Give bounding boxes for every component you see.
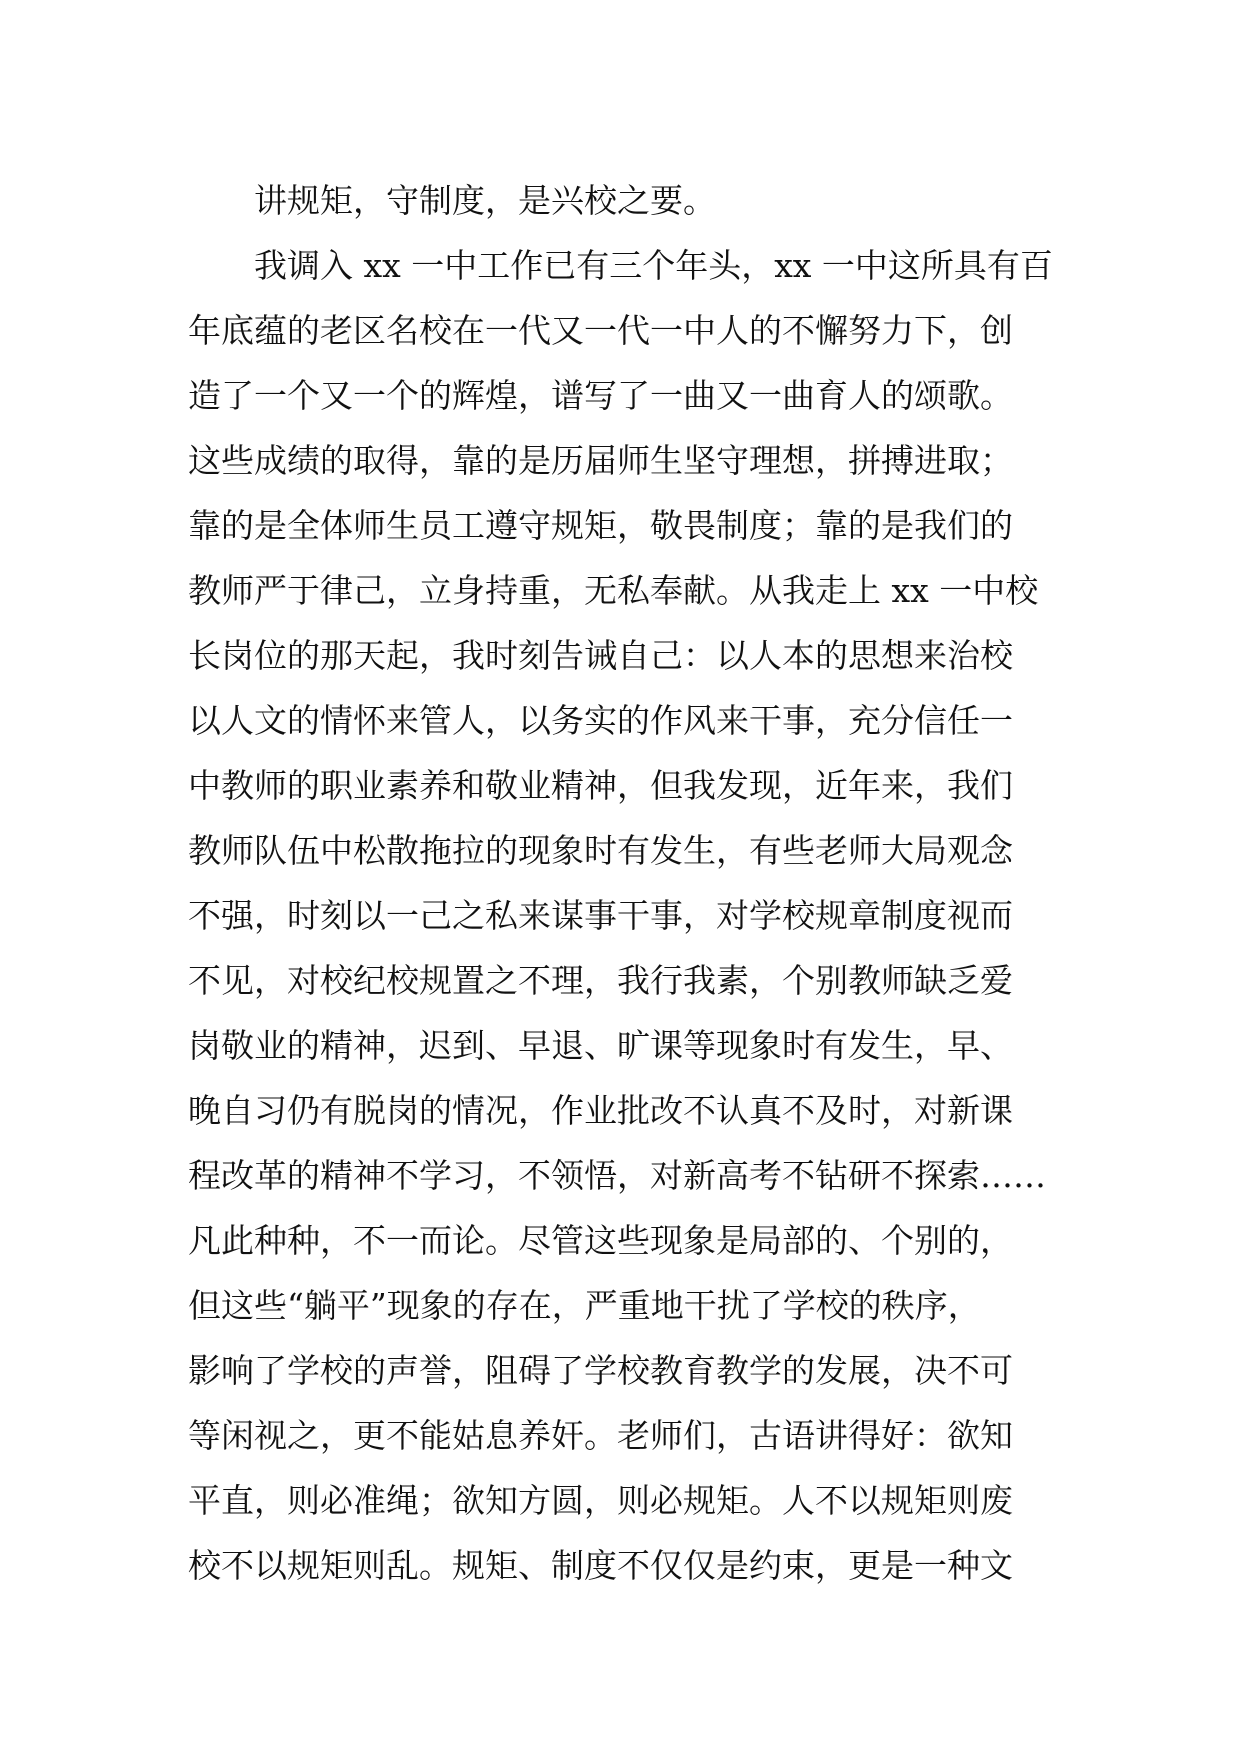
paragraph-line: 以人文的情怀来管人，以务实的作风来干事，充分信任一 — [188, 701, 1013, 740]
paragraph-line: 程改革的精神不学习，不领悟，对新高考不钻研不探索…… — [188, 1156, 1046, 1195]
paragraph-line: 年底蕴的老区名校在一代又一代一中人的不懈努力下，创 — [188, 311, 1013, 350]
paragraph-line: 岗敬业的精神，迟到、早退、旷课等现象时有发生，早、 — [188, 1026, 1013, 1065]
paragraph-line: 影响了学校的声誉，阻碍了学校教育教学的发展，决不可 — [188, 1351, 1013, 1390]
paragraph-line: 不强，时刻以一己之私来谋事干事，对学校规章制度视而 — [188, 896, 1013, 935]
paragraph-line: 中教师的职业素养和敬业精神，但我发现，近年来，我们 — [188, 766, 1013, 805]
paragraph-line: 我调入 xx 一中工作已有三个年头，xx 一中这所具有百 — [254, 246, 1053, 285]
paragraph-line: 长岗位的那天起，我时刻告诫自己：以人本的思想来治校 — [188, 636, 1013, 675]
paragraph-line: 晚自习仍有脱岗的情况，作业批改不认真不及时，对新课 — [188, 1091, 1013, 1130]
paragraph-line: 但这些“躺平”现象的存在，严重地干扰了学校的秩序， — [188, 1286, 981, 1325]
body-text — [188, 168, 1058, 1598]
paragraph-line: 凡此种种，不一而论。尽管这些现象是局部的、个别的， — [188, 1221, 1013, 1260]
paragraph-line: 校不以规矩则乱。规矩、制度不仅仅是约束，更是一种文 — [188, 1546, 1013, 1585]
paragraph-line: 教师队伍中松散拖拉的现象时有发生，有些老师大局观念 — [188, 831, 1013, 870]
paragraph-line: 教师严于律己，立身持重，无私奉献。从我走上 xx 一中校 — [188, 571, 1039, 610]
paragraph-line: 不见，对校纪校规置之不理，我行我素，个别教师缺乏爱 — [188, 961, 1013, 1000]
paragraph-line: 讲规矩，守制度，是兴校之要。 — [254, 181, 716, 220]
paragraph-line: 靠的是全体师生员工遵守规矩，敬畏制度；靠的是我们的 — [188, 506, 1013, 545]
paragraph-line: 造了一个又一个的辉煌，谱写了一曲又一曲育人的颂歌。 — [188, 376, 1013, 415]
paragraph-line: 这些成绩的取得，靠的是历届师生坚守理想，拼搏进取； — [188, 441, 1013, 480]
paragraph-line: 等闲视之，更不能姑息养奸。老师们，古语讲得好：欲知 — [188, 1416, 1013, 1455]
paragraph-line: 平直，则必准绳；欲知方圆，则必规矩。人不以规矩则废 — [188, 1481, 1013, 1520]
